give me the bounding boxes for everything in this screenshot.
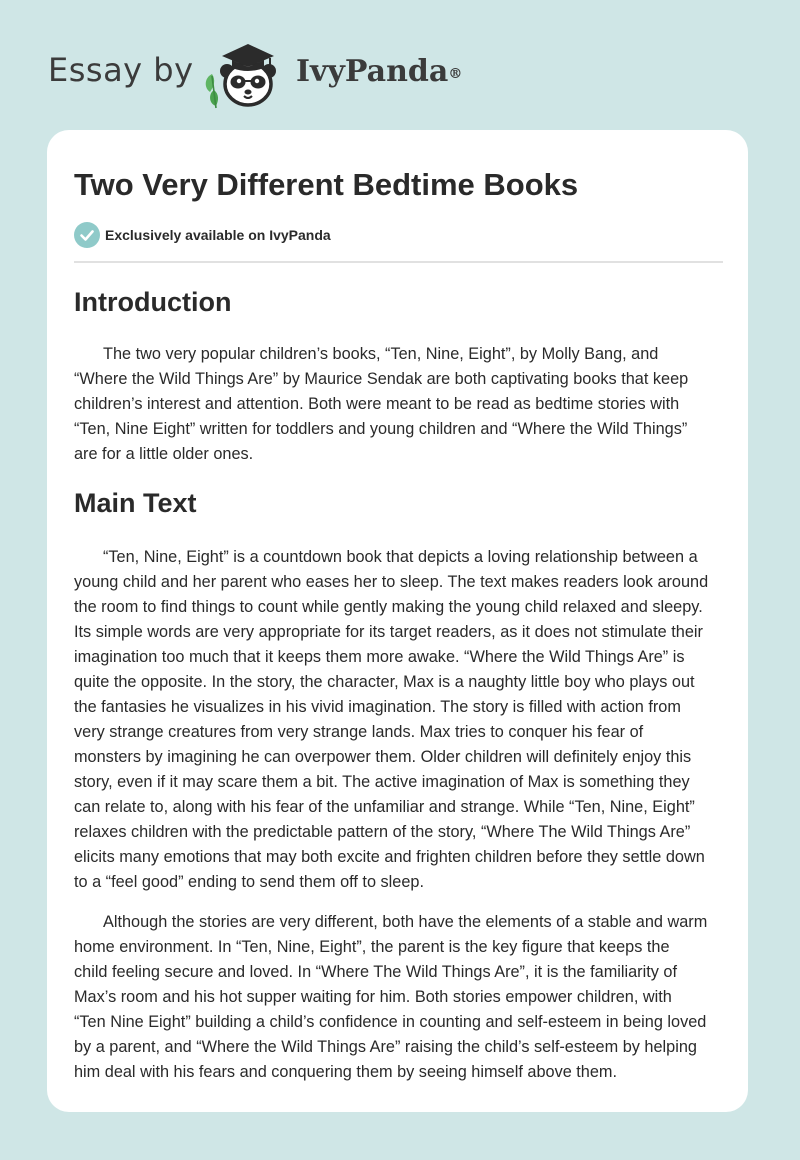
brand-text: IvyPanda: [296, 54, 449, 89]
essay-by-label: Essay by: [48, 51, 194, 89]
paragraph-line: quite the opposite. In the story, the character, Max is a naughty little boy who plays out: [74, 673, 695, 691]
paragraph-line: young child and her parent who eases her to sleep. The text makes readers look around: [74, 573, 709, 591]
paragraph-line: by a parent, and “Where the Wild Things Are” raising the child’s self-esteem by helping: [74, 1038, 697, 1056]
paragraph-line: very strange creatures from very strange lands. Max tries to conquer his fear of: [74, 723, 644, 741]
paragraph-line: Its simple words are very appropriate for its target readers, as it does not stimulate their: [74, 623, 703, 641]
paragraph-line: child feeling secure and loved. In “Where The Wild Things Are”, it is the familiarity of: [74, 963, 677, 981]
paragraph-line: children’s interest and attention. Both were meant to be read as bedtime stories with: [74, 395, 680, 413]
paragraph-line: monsters by imagining he can overpower them. Older children will definitely enjoy this: [74, 748, 692, 766]
paragraph-line: imagination too much that it keeps them more awake. “Where the Wild Things Are” is: [74, 648, 685, 666]
paragraph-line: relaxes children with the predictable pattern of the story, “Where The Wild Things Are”: [74, 823, 691, 841]
paragraph-line: home environment. In “Ten, Nine, Eight”, the parent is the key figure that keeps the: [74, 938, 670, 956]
paragraph-line: “Ten Nine Eight” building a child’s confidence in counting and self-esteem in being loved: [74, 1013, 707, 1031]
paragraph-line: The two very popular children’s books, “Ten, Nine, Eight”, by Molly Bang, and: [103, 345, 659, 363]
paragraph: [74, 545, 726, 895]
page-title: Two Very Different Bedtime Books: [74, 167, 579, 202]
exclusive-badge: [74, 222, 331, 248]
paragraph-line: “Ten, Nine, Eight” is a countdown book that depicts a loving relationship between a: [103, 548, 698, 566]
paragraph-line: “Ten, Nine Eight” written for toddlers and young children and “Where the Wild Things”: [74, 420, 688, 438]
paragraph-line: elicits many emotions that may both excite and frighten children before they settle down: [74, 848, 705, 866]
exclusive-badge-text: Exclusively available on IvyPanda: [105, 227, 331, 243]
paragraph: [74, 342, 726, 467]
brand-name[interactable]: [296, 52, 462, 92]
paragraph-line: story, even if it may scare them a bit. The active imagination of Max is something they: [74, 773, 690, 791]
section-heading-introduction: Introduction: [74, 287, 232, 317]
check-circle-icon: [74, 222, 100, 248]
paragraph-line: the room to find things to count while gently making the young child relaxed and sleepy.: [74, 598, 703, 616]
section-heading-main-text: Main Text: [74, 488, 197, 518]
paragraph: [74, 910, 726, 1085]
paragraph-line: can relate to, along with his fear of the unfamiliar and strange. While “Ten, Nine, Eight”: [74, 798, 695, 816]
paragraph-line: Max’s room and his hot supper waiting for him. Both stories empower children, with: [74, 988, 672, 1006]
paragraph-line: are for a little older ones.: [74, 445, 254, 463]
paragraph-line: him deal with his fears and conquering them by seeing himself above them.: [74, 1063, 618, 1081]
paragraph-line: “Where the Wild Things Are” by Maurice Sendak are both captivating books that keep: [74, 370, 689, 388]
essay-card: [47, 130, 748, 1112]
paragraph-line: to a “feel good” ending to send them off to sleep.: [74, 873, 424, 891]
paragraph-line: Although the stories are very different, both have the elements of a stable and warm: [103, 913, 708, 931]
site-header: [0, 0, 800, 130]
title-divider: [74, 261, 723, 263]
panda-graduate-icon[interactable]: [200, 34, 295, 110]
paragraph-line: the fantasies he visualizes in his vivid imagination. The story is filled with action from: [74, 698, 681, 716]
registered-mark: ®: [448, 66, 463, 82]
